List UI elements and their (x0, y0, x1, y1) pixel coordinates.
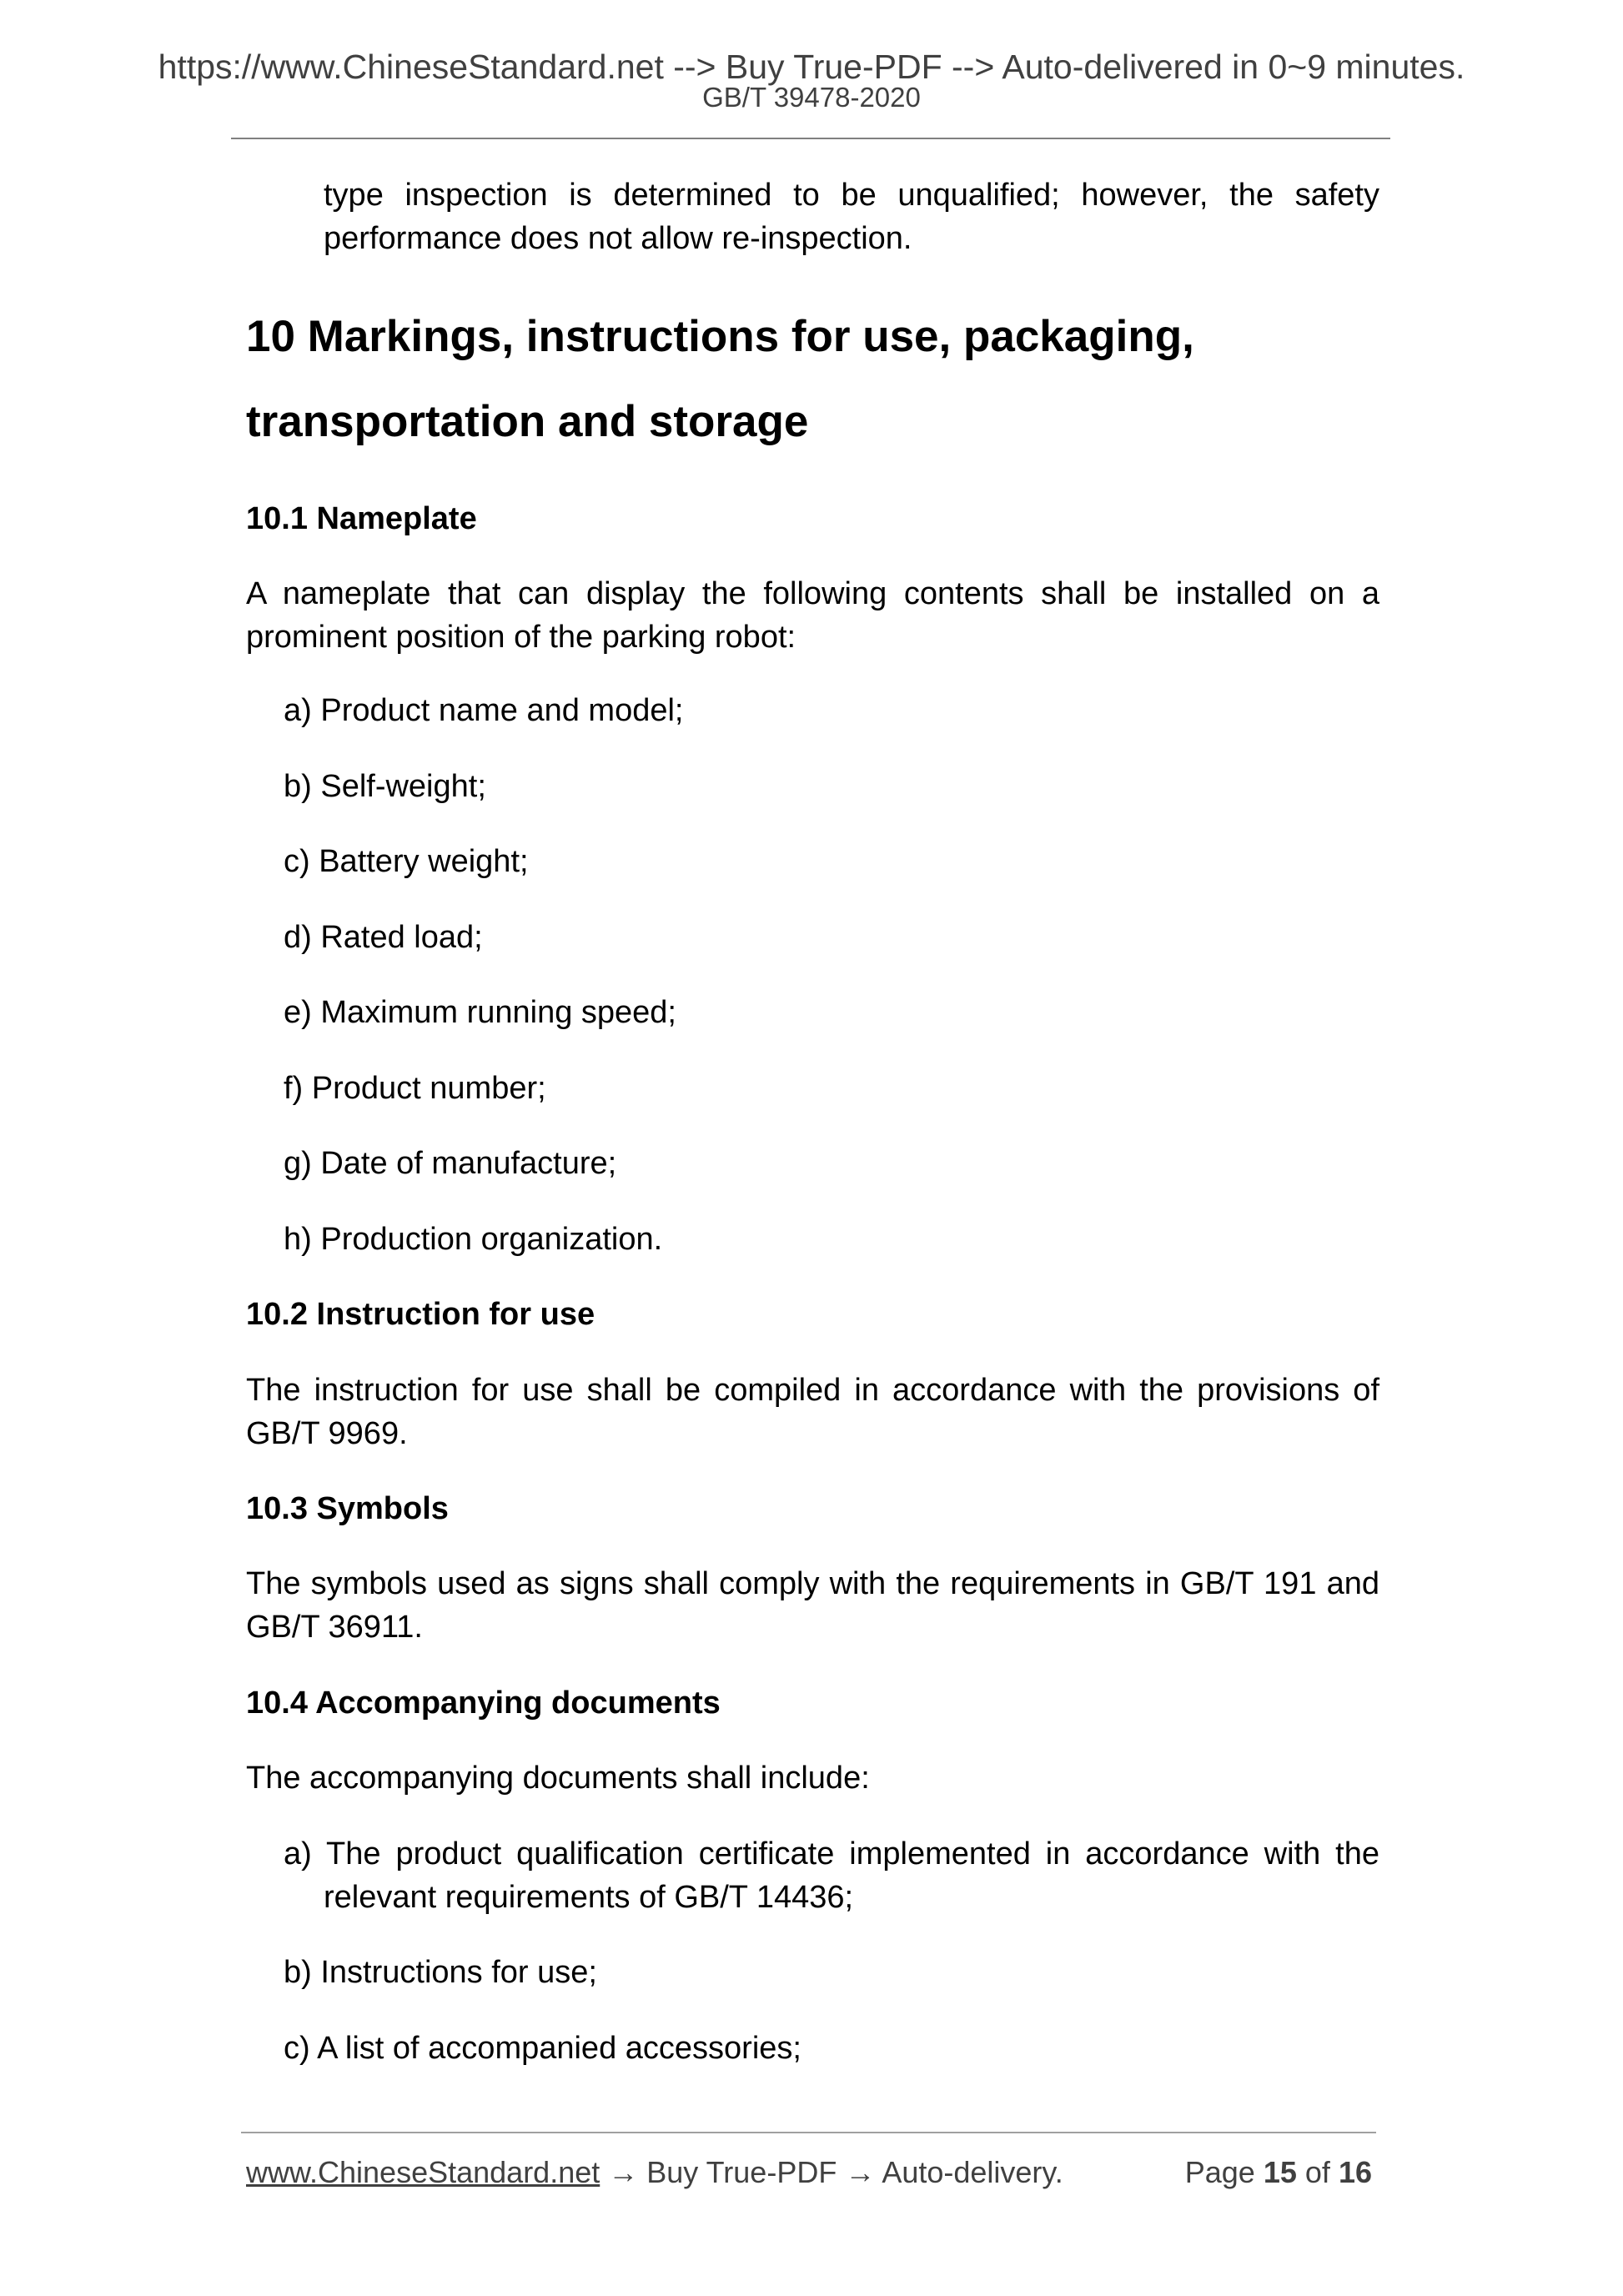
footer-divider (241, 2132, 1376, 2133)
section-10-4-intro: The accompanying documents shall include: (246, 1761, 870, 1796)
list-item: c) Battery weight; (284, 844, 529, 879)
section-10-3-text: The symbols used as signs shall comply with the requirements in GB/T 191 and GB/T 36911. (246, 1566, 1379, 1645)
list-item: a) The product qualification certificate implemented in accordance with the relevant requirements of GB/T 14436; (284, 1836, 1379, 1915)
list-item: e) Maximum running speed; (284, 995, 676, 1030)
section-10-1-intro: A nameplate that can display the following contents shall be installed on a prominent position of the parking robot: (246, 576, 1379, 655)
carryover-paragraph: type inspection is determined to be unqualified; however, the safety performance does not allow re-inspection. (324, 178, 1379, 256)
list-item: d) Rated load; (284, 920, 483, 955)
current-page: 15 (1263, 2155, 1297, 2189)
footer-tagline: → Buy True-PDF → Auto-delivery. (600, 2155, 1063, 2189)
list-item: h) Production organization. (284, 1222, 663, 1257)
section-10-2-heading: 10.2 Instruction for use (246, 1297, 595, 1332)
document-code: GB/T 39478-2020 (702, 82, 921, 113)
list-item: c) A list of accompanied accessories; (284, 2031, 801, 2066)
footer-site-link[interactable]: www.ChineseStandard.net (246, 2155, 600, 2189)
section-10-3-heading: 10.3 Symbols (246, 1491, 449, 1526)
list-item: g) Date of manufacture; (284, 1146, 617, 1181)
page-footer (246, 2154, 1372, 2191)
top-banner[interactable]: https://www.ChineseStandard.net --> Buy True-PDF --> Auto-delivered in 0~9 minutes. (158, 48, 1465, 86)
page-number (1185, 2154, 1372, 2191)
section-10-4-heading: 10.4 Accompanying documents (246, 1686, 721, 1721)
list-item: b) Self-weight; (284, 769, 486, 804)
of-word: of (1304, 2155, 1330, 2189)
page-word: Page (1184, 2155, 1255, 2189)
list-item: a) Product name and model; (284, 693, 684, 728)
list-item: b) Instructions for use; (284, 1955, 597, 1990)
section-10-2-text: The instruction for use shall be compiled in accordance with the provisions of GB/T 9969. (246, 1373, 1379, 1451)
section-10-title-line-1: 10 Markings, instructions for use, packaging, (246, 312, 1194, 361)
list-item: f) Product number; (284, 1071, 546, 1106)
section-10-1-heading: 10.1 Nameplate (246, 501, 477, 536)
section-10-title-line-2: transportation and storage (246, 397, 809, 446)
total-pages: 16 (1338, 2155, 1372, 2189)
